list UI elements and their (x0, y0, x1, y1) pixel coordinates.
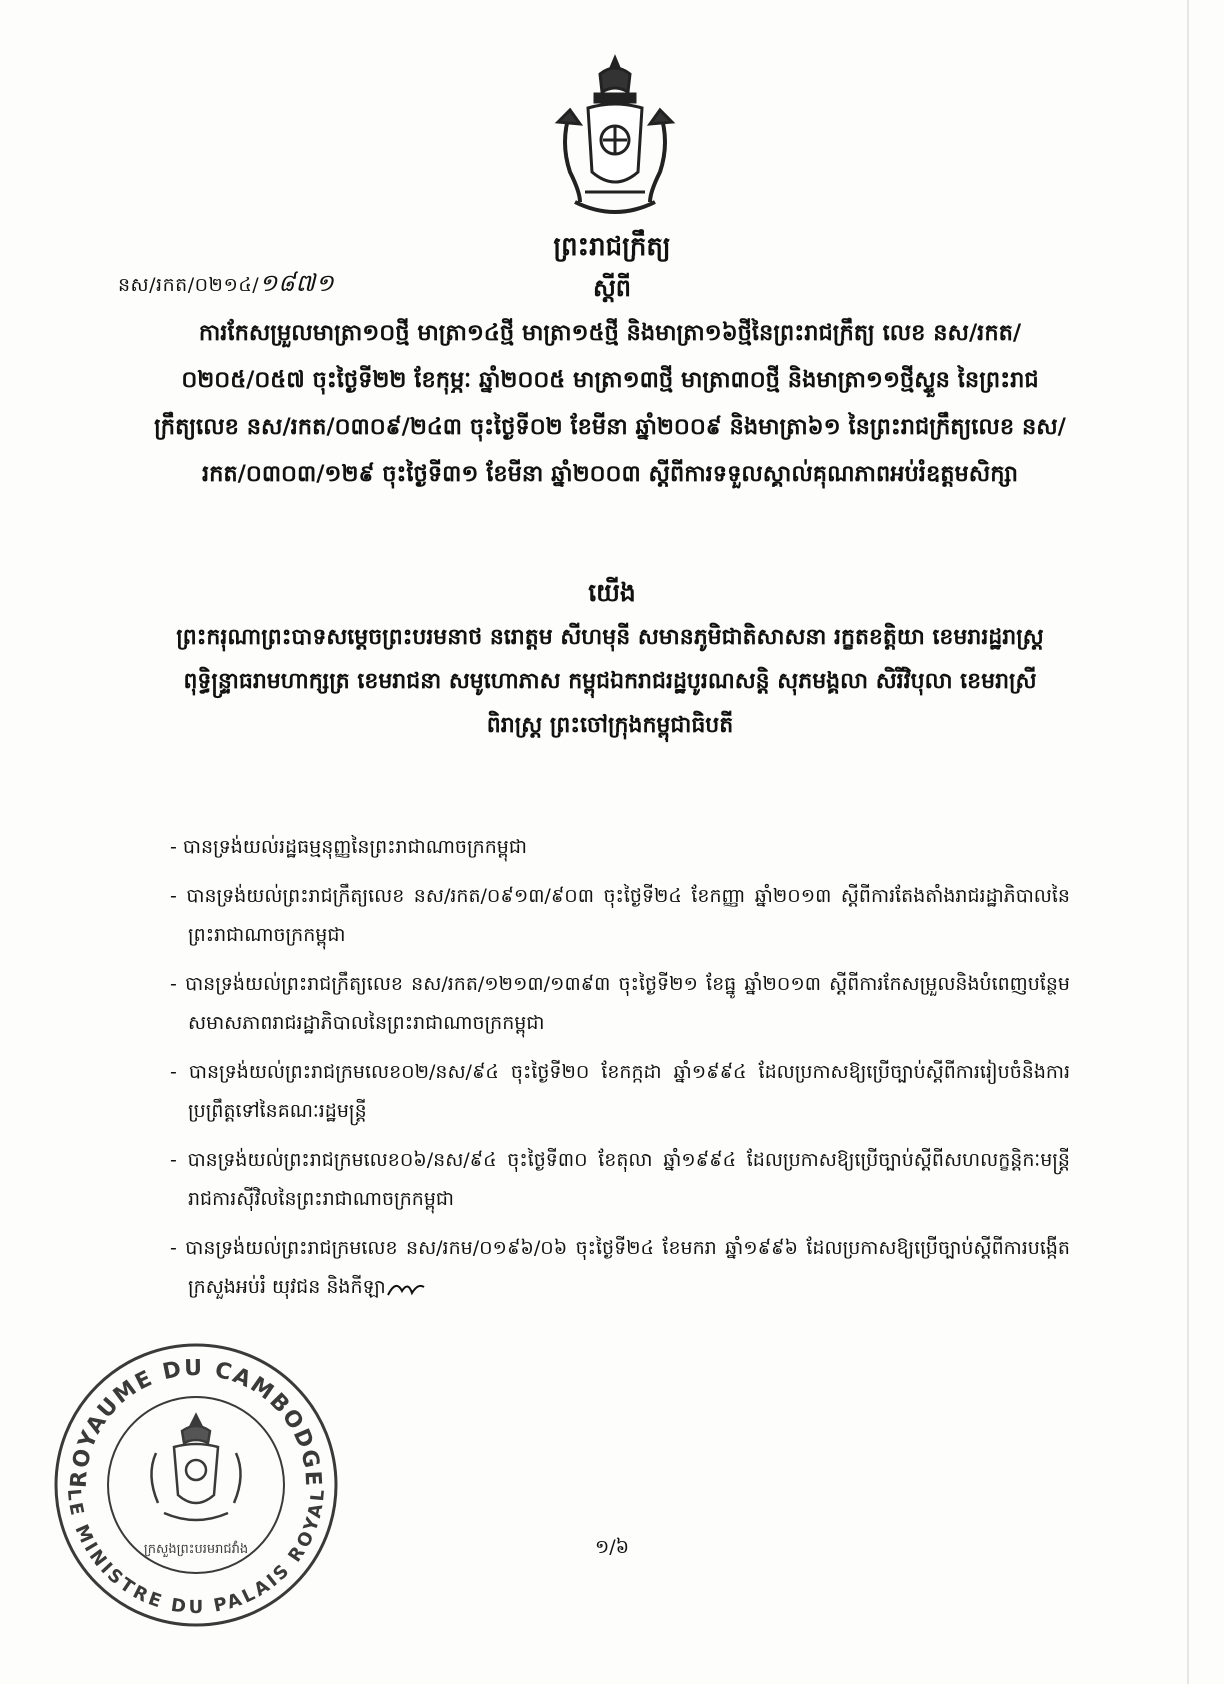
list-item: - បានទ្រង់យល់រដ្ឋធម្មនុញ្ញនៃព្រះរាជាណាចក្រកម្ពុជា (170, 828, 1070, 867)
reference-handwritten: ១៨៧១ (259, 269, 335, 297)
seal-inner-text: ក្រសួងព្រះបរមរាជវាំង (143, 1542, 249, 1557)
seal-bottom-text: LE MINISTRE DU PALAIS ROYAL (62, 1488, 330, 1618)
page-number: ១/៦ (594, 1536, 630, 1558)
document-title: ព្រះរាជក្រឹត្យ (553, 232, 671, 262)
list-item: - បានទ្រង់យល់ព្រះរាជក្រមលេខ០២/នស/៩៤ ចុះថ្ងៃទី២០ ខែកក្កដា ឆ្នាំ១៩៩៤ ដែលប្រកាសឱ្យប្រើច្បាប់ស្តីពីការរៀបចំនិងការប្រព្រឹត្តទៅនៃគណៈរដ្ឋមន្ត្រី (170, 1053, 1070, 1131)
royal-palace-seal-icon (46, 1335, 346, 1635)
considerations-list (170, 828, 1070, 1317)
reference-prefix: នស/រកត/០២១៤/ (118, 274, 260, 296)
we-heading: យើង (588, 578, 636, 607)
list-item-text: បានទ្រង់យល់ព្រះរាជក្រមលេខ នស/រកម/០១៩៦/០៦ ចុះថ្ងៃទី២៤ ខែមករា ឆ្នាំ១៩៩៦ ដែលប្រកាសឱ្យប្រើច្បាប់ស្តីពីការបង្កើតក្រសួងអប់រំ យុវជន និងកីឡា (185, 1237, 1070, 1298)
initials-signature-icon (386, 1277, 426, 1299)
list-item: - បានទ្រង់យល់ព្រះរាជក្រមលេខ០៦/នស/៩៤ ចុះថ្ងៃទី៣០ ខែតុលា ឆ្នាំ១៩៩៤ ដែលប្រកាសឱ្យប្រើច្បាប់ស្តីពីសហលក្ខន្តិកៈមន្ត្រីរាជការស៊ីវិលនៃព្រះរាជាណាចក្រកម្ពុជា (170, 1141, 1070, 1219)
seal-top-text: ROYAUME DU CAMBODGE (66, 1355, 326, 1489)
list-item (170, 1229, 1070, 1307)
list-item: - បានទ្រង់យល់ព្រះរាជក្រឹត្យលេខ នស/រកត/១២១៣/១៣៩៣ ចុះថ្ងៃទី២១ ខែធ្នូ ឆ្នាំ២០១៣ ស្តីពីការកែសម្រួលនិងបំពេញបន្ថែមសមាសភាពរាជរដ្ឋាភិបាលនៃព្រះរាជាណាចក្រកម្ពុជា (170, 965, 1070, 1043)
subject-text: ការកែសម្រួលមាត្រា១០ថ្មី មាត្រា១៤ថ្មី មាត្រា១៥ថ្មី និងមាត្រា១៦ថ្មីនៃព្រះរាជក្រឹត្យ លេខ នស/រកត/០២០៥/០៥៧ ចុះថ្ងៃទី២២ ខែកុម្ភៈ ឆ្នាំ២០០៥ មាត្រា១៣ថ្មី មាត្រា៣០ថ្មី និងមាត្រា១១ថ្មីស្ទួន នៃព្រះរាជក្រឹត្យលេខ នស/រកត/០៣០៩/២៤៣ ចុះថ្ងៃទី០២ ខែមីនា ឆ្នាំ២០០៩ និងមាត្រា៦១ នៃព្រះរាជក្រឹត្យលេខ នស/រកត/០៣០៣/១២៩ ចុះថ្ងៃទី៣១ ខែមីនា ឆ្នាំ២០០៣ ស្តីពីការទទួលស្គាល់គុណភាពអប់រំឧត្តមសិក្សា (154, 320, 1066, 487)
list-item: - បានទ្រង់យល់ព្រះរាជក្រឹត្យលេខ នស/រកត/០៩១៣/៩០៣ ចុះថ្ងៃទី២៤ ខែកញ្ញា ឆ្នាំ២០១៣ ស្តីពីការតែងតាំងរាជរដ្ឋាភិបាលនៃព្រះរាជាណាចក្រកម្ពុជា (170, 877, 1070, 955)
royal-emblem-icon (540, 52, 690, 222)
about-heading: ស្តីពី (592, 274, 632, 302)
king-title: ព្រះករុណាព្រះបាទសម្តេចព្រះបរមនាថ នរោត្តម សីហមុនី សមានភូមិជាតិសាសនា រក្ខតខត្តិយា ខេមរារដ្ឋរាស្ត្រ ពុទ្ធិន្ទ្រាធរាមហាក្សត្រ ខេមរាជនា សមូហោភាស កម្ពុជឯករាជរដ្ឋបូរណសន្តិ សុភមង្គលា សិរីវិបុលា ខេមរាស្រីពិរាស្ត្រ ព្រះចៅក្រុងកម្ពុជាធិបតី (176, 625, 1044, 738)
